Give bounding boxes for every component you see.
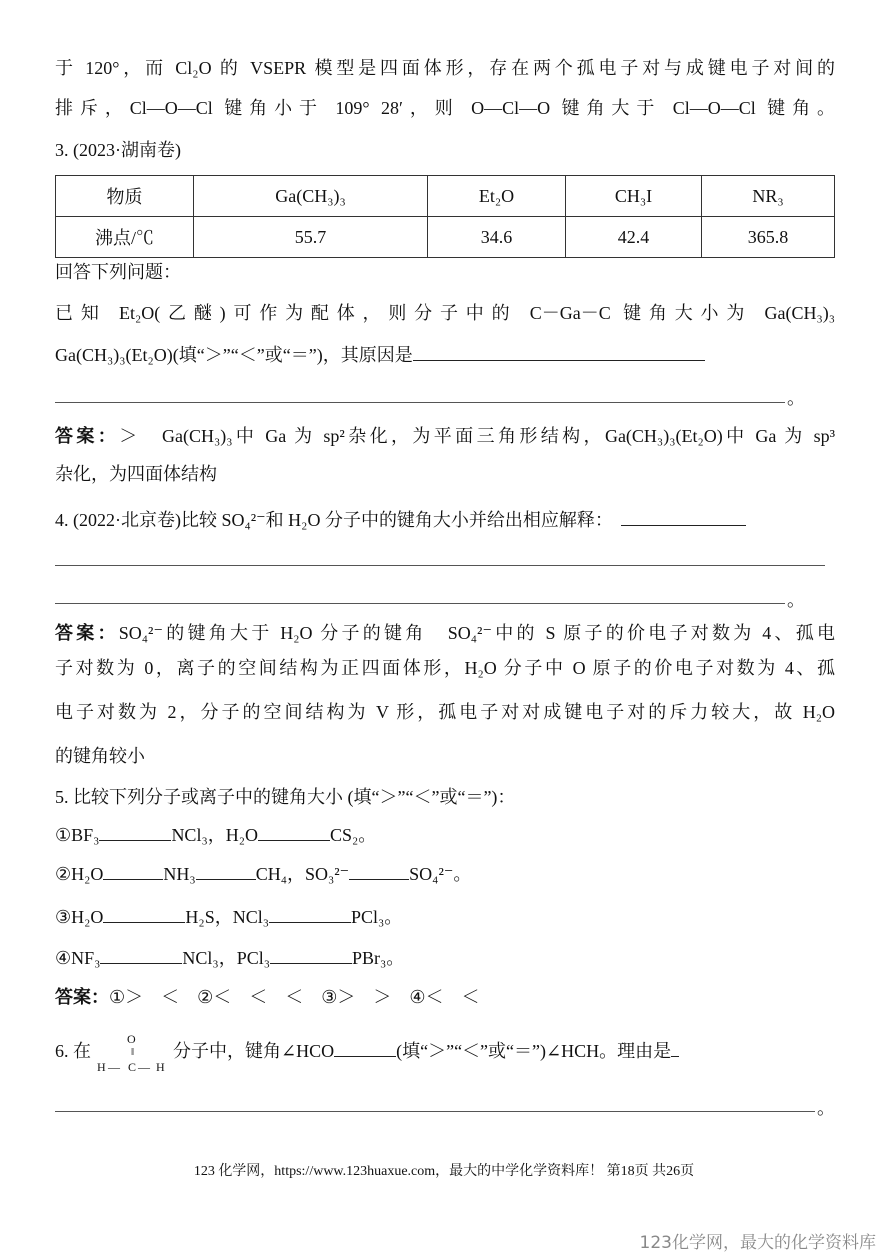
answer-blank[interactable] bbox=[621, 507, 746, 526]
formula: CS₂。 bbox=[330, 825, 377, 845]
comparison-row bbox=[55, 861, 471, 886]
table-header-row bbox=[56, 176, 835, 217]
answer-line bbox=[55, 621, 835, 645]
answer-blank[interactable] bbox=[671, 1038, 679, 1057]
question-6-line bbox=[55, 1031, 679, 1074]
formula: ④NF₃ bbox=[55, 948, 101, 968]
table-cell: 沸点/℃ bbox=[56, 217, 194, 258]
answer-blank[interactable] bbox=[103, 904, 185, 923]
paragraph-line: 排斥，Cl—O—Cl 键角小于 109° 28′，则 O—Cl—O 键角大于 Cl—O—Cl 键角。 bbox=[55, 98, 835, 118]
answer-blank[interactable] bbox=[270, 945, 352, 964]
question-text: (填“＞”“＜”或“＝”)∠HCH。理由是 bbox=[396, 1041, 672, 1061]
paragraph-line: 于 120°，而 Cl₂O 的 VSEPR 模型是四面体形，存在两个孤电子对与成键电子对间的 bbox=[55, 58, 835, 78]
answer-text: SO₄²⁻的键角大于 H₂O 分子的键角 SO₄²⁻中的 S 原子的价电子对数为 4、孤电 bbox=[118, 623, 835, 643]
answer-text: ＞ Ga(CH₃)₃中 Ga 为 sp²杂化，为平面三角形结构，Ga(CH₃)₃(Et₂O)中 Ga 为 sp³ bbox=[119, 426, 835, 446]
question-line: 已知 Et₂O(乙醚)可作为配体，则分子中的 C－Ga－C 键角大小为 Ga(CH₃)₃ bbox=[55, 303, 835, 323]
answer-blank-line[interactable] bbox=[55, 402, 785, 403]
question-3-title: 3. (2023·湖南卷) bbox=[55, 140, 181, 160]
answer-blank[interactable] bbox=[99, 822, 171, 841]
atom-h: H bbox=[97, 1059, 106, 1074]
answer-blank[interactable] bbox=[349, 861, 409, 880]
answer-blank[interactable] bbox=[269, 904, 351, 923]
table-cell: 55.7 bbox=[194, 217, 428, 258]
answer-text: ①＞ ＜ ②＜ ＜ ＜ ③＞ ＞ ④＜ ＜ bbox=[109, 987, 480, 1007]
formula: NCl₃，PCl₃ bbox=[182, 948, 270, 968]
table-cell: 365.8 bbox=[702, 217, 835, 258]
formula: ①BF₃ bbox=[55, 825, 100, 845]
period: 。 bbox=[787, 388, 805, 409]
atom-o: O bbox=[127, 1031, 136, 1046]
formaldehyde-structure bbox=[97, 1031, 167, 1074]
question-text: 4. (2022·北京卷)比较 SO₄²⁻和 H₂O 分子中的键角大小并给出相应解释： bbox=[55, 510, 613, 530]
period: 。 bbox=[787, 590, 805, 611]
answer-label: 答案： bbox=[55, 623, 119, 643]
answer-line bbox=[55, 985, 480, 1009]
question-text: 分子中，键角∠HCO bbox=[173, 1041, 335, 1061]
table-cell: NR₃ bbox=[702, 176, 835, 217]
atom-c: C bbox=[128, 1059, 137, 1074]
double-bond-icon: ‖ bbox=[131, 1045, 135, 1058]
formula: PCl₃。 bbox=[351, 907, 403, 927]
table-cell: Et₂O bbox=[428, 176, 566, 217]
answer-blank[interactable] bbox=[103, 861, 163, 880]
answer-blank-line[interactable] bbox=[55, 603, 785, 604]
boiling-point-table bbox=[55, 175, 835, 258]
table-cell: 物质 bbox=[56, 176, 194, 217]
table-cell: CH₃I bbox=[566, 176, 702, 217]
comparison-row bbox=[55, 822, 376, 847]
answer-blank[interactable] bbox=[334, 1038, 396, 1057]
answer-blank[interactable] bbox=[100, 945, 182, 964]
answer-line: 杂化，为四面体结构 bbox=[55, 464, 217, 484]
answer-line: 子对数为 0，离子的空间结构为正四面体形，H₂O 分子中 O 原子的价电子对数为 4、孤 bbox=[55, 658, 835, 678]
answer-line: 的键角较小 bbox=[55, 746, 145, 766]
answer-blank-line[interactable] bbox=[55, 565, 825, 566]
formula: ③H₂O bbox=[55, 907, 104, 927]
watermark: 123化学网，最大的化学资料库 bbox=[639, 1233, 876, 1253]
atom-h: H bbox=[156, 1059, 165, 1074]
table-row bbox=[56, 217, 835, 258]
question-5-title: 5. 比较下列分子或离子中的键角大小 (填“＞”“＜”或“＝”)： bbox=[55, 787, 516, 807]
answer-blank[interactable] bbox=[196, 861, 256, 880]
formula: H₂S，NCl₃ bbox=[185, 907, 269, 927]
bond-icon: — bbox=[108, 1059, 120, 1074]
answer-blank[interactable] bbox=[413, 342, 705, 361]
page-footer: 123 化学网，https://www.123huaxue.com，最大的中学化学资料库！ 第18页 共26页 bbox=[193, 1164, 695, 1179]
question-line bbox=[55, 342, 705, 367]
answer-blank[interactable] bbox=[258, 822, 330, 841]
table-cell: 42.4 bbox=[566, 217, 702, 258]
answer-line: 电子对数为 2，分子的空间结构为 V 形，孤电子对对成键电子对的斥力较大，故 H₂O bbox=[55, 702, 835, 722]
question-text: 6. 在 bbox=[55, 1041, 91, 1061]
comparison-row bbox=[55, 945, 404, 970]
table-cell: Ga(CH₃)₃ bbox=[194, 176, 428, 217]
question-prompt: 回答下列问题： bbox=[55, 262, 181, 282]
answer-label: 答案： bbox=[55, 987, 109, 1007]
formula: NH₃ bbox=[163, 864, 196, 884]
question-text: Ga(CH₃)₃(Et₂O)(填“＞”“＜”或“＝”)，其原因是 bbox=[55, 345, 413, 365]
comparison-row bbox=[55, 904, 402, 929]
formula: ②H₂O bbox=[55, 864, 104, 884]
formula: SO₄²⁻。 bbox=[409, 864, 472, 884]
answer-label: 答案： bbox=[55, 426, 120, 446]
formula: NCl₃，H₂O bbox=[171, 825, 258, 845]
table-cell: 34.6 bbox=[428, 217, 566, 258]
formula: PBr₃。 bbox=[352, 948, 405, 968]
answer-blank-line[interactable] bbox=[55, 1111, 815, 1112]
bond-icon: — bbox=[138, 1059, 150, 1074]
period: 。 bbox=[817, 1098, 835, 1119]
answer-line bbox=[55, 424, 835, 448]
formula: CH₄，SO₃²⁻ bbox=[255, 864, 350, 884]
question-4-title bbox=[55, 507, 746, 532]
